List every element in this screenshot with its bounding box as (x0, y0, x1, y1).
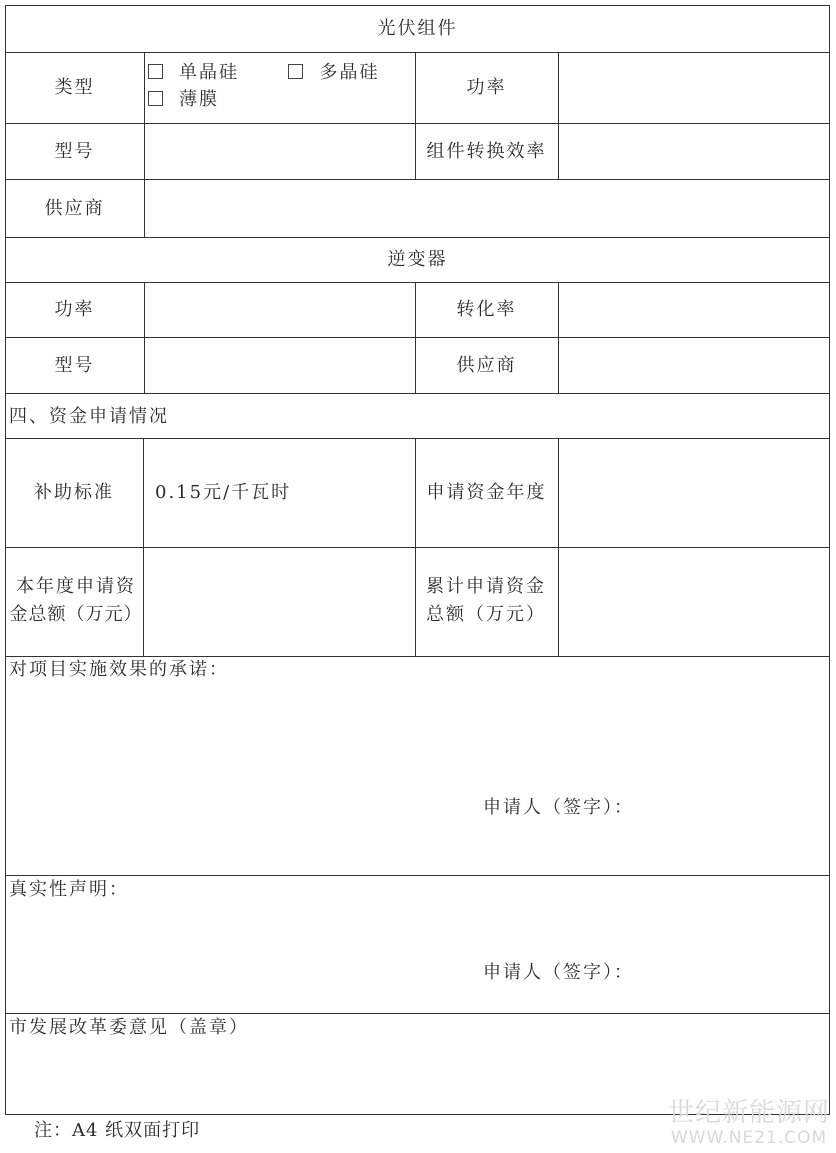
funding-year-label: 申请资金年度 (426, 482, 547, 503)
cumulative-total-label-line2: 总额（万元） (426, 604, 546, 625)
inverter-supplier-label: 供应商 (456, 354, 517, 376)
pv-supplier-field[interactable] (145, 180, 829, 237)
pv-power-field[interactable] (559, 53, 829, 123)
funding-year-field[interactable] (559, 439, 829, 547)
commitment-label: 对项目实施效果的承诺： (9, 659, 229, 680)
ndrc-opinion-label: 市发展改革委意见（盖章） (9, 1017, 249, 1038)
inverter-power-field[interactable] (145, 283, 415, 337)
commitment-signature-label: 申请人（签字）： (483, 797, 634, 818)
subsidy-standard-label: 补助标准 (34, 482, 114, 503)
watermark-url: WWW.NE21.COM (670, 1128, 828, 1148)
section-title-pv-module: 光伏组件 (377, 18, 458, 39)
total-this-year-label-line2: 金总额（万元） (9, 604, 143, 625)
declaration-label: 真实性声明： (9, 879, 129, 900)
watermark-title: 世纪新能源网 (667, 1098, 830, 1128)
pv-type-label: 类型 (54, 77, 95, 98)
footer-note: 注：A4 纸双面打印 (34, 1120, 201, 1141)
pv-model-field[interactable] (145, 124, 415, 179)
checkbox-polycrystalline[interactable] (288, 64, 303, 79)
option-monocrystalline: 单晶硅 (179, 62, 239, 83)
inverter-supplier-field[interactable] (559, 338, 829, 393)
inverter-conversion-label: 转化率 (456, 299, 517, 320)
checkbox-monocrystalline[interactable] (148, 64, 163, 79)
checkbox-thin-film[interactable] (148, 91, 163, 106)
cumulative-total-field[interactable] (559, 548, 829, 656)
section-title-funds: 四、资金申请情况 (9, 406, 169, 427)
pv-supplier-label: 供应商 (44, 197, 105, 219)
pv-power-label: 功率 (466, 77, 507, 98)
total-this-year-label-line1: 本年度申请资 (16, 576, 136, 597)
pv-efficiency-label: 组件转换效率 (426, 140, 547, 162)
inverter-model-label: 型号 (54, 354, 95, 376)
cumulative-total-label (426, 573, 556, 629)
cumulative-total-label-line1: 累计申请资金 (426, 576, 546, 597)
section-title-inverter: 逆变器 (387, 249, 448, 270)
inverter-conversion-field[interactable] (559, 283, 829, 337)
rule (829, 5, 830, 1115)
pv-type-options (148, 59, 413, 113)
pv-efficiency-field[interactable] (559, 124, 829, 179)
site-watermark (668, 1098, 830, 1148)
total-this-year-label (8, 573, 144, 629)
inverter-power-label: 功率 (54, 299, 95, 320)
pv-model-label: 型号 (54, 140, 95, 162)
option-polycrystalline: 多晶硅 (319, 62, 380, 83)
option-thin-film: 薄膜 (179, 89, 219, 110)
rule (5, 393, 830, 394)
declaration-signature-label: 申请人（签字）： (483, 962, 634, 983)
inverter-model-field[interactable] (145, 338, 415, 393)
total-this-year-field[interactable] (144, 548, 415, 656)
subsidy-standard-value: 0.15元/千瓦时 (155, 482, 292, 503)
